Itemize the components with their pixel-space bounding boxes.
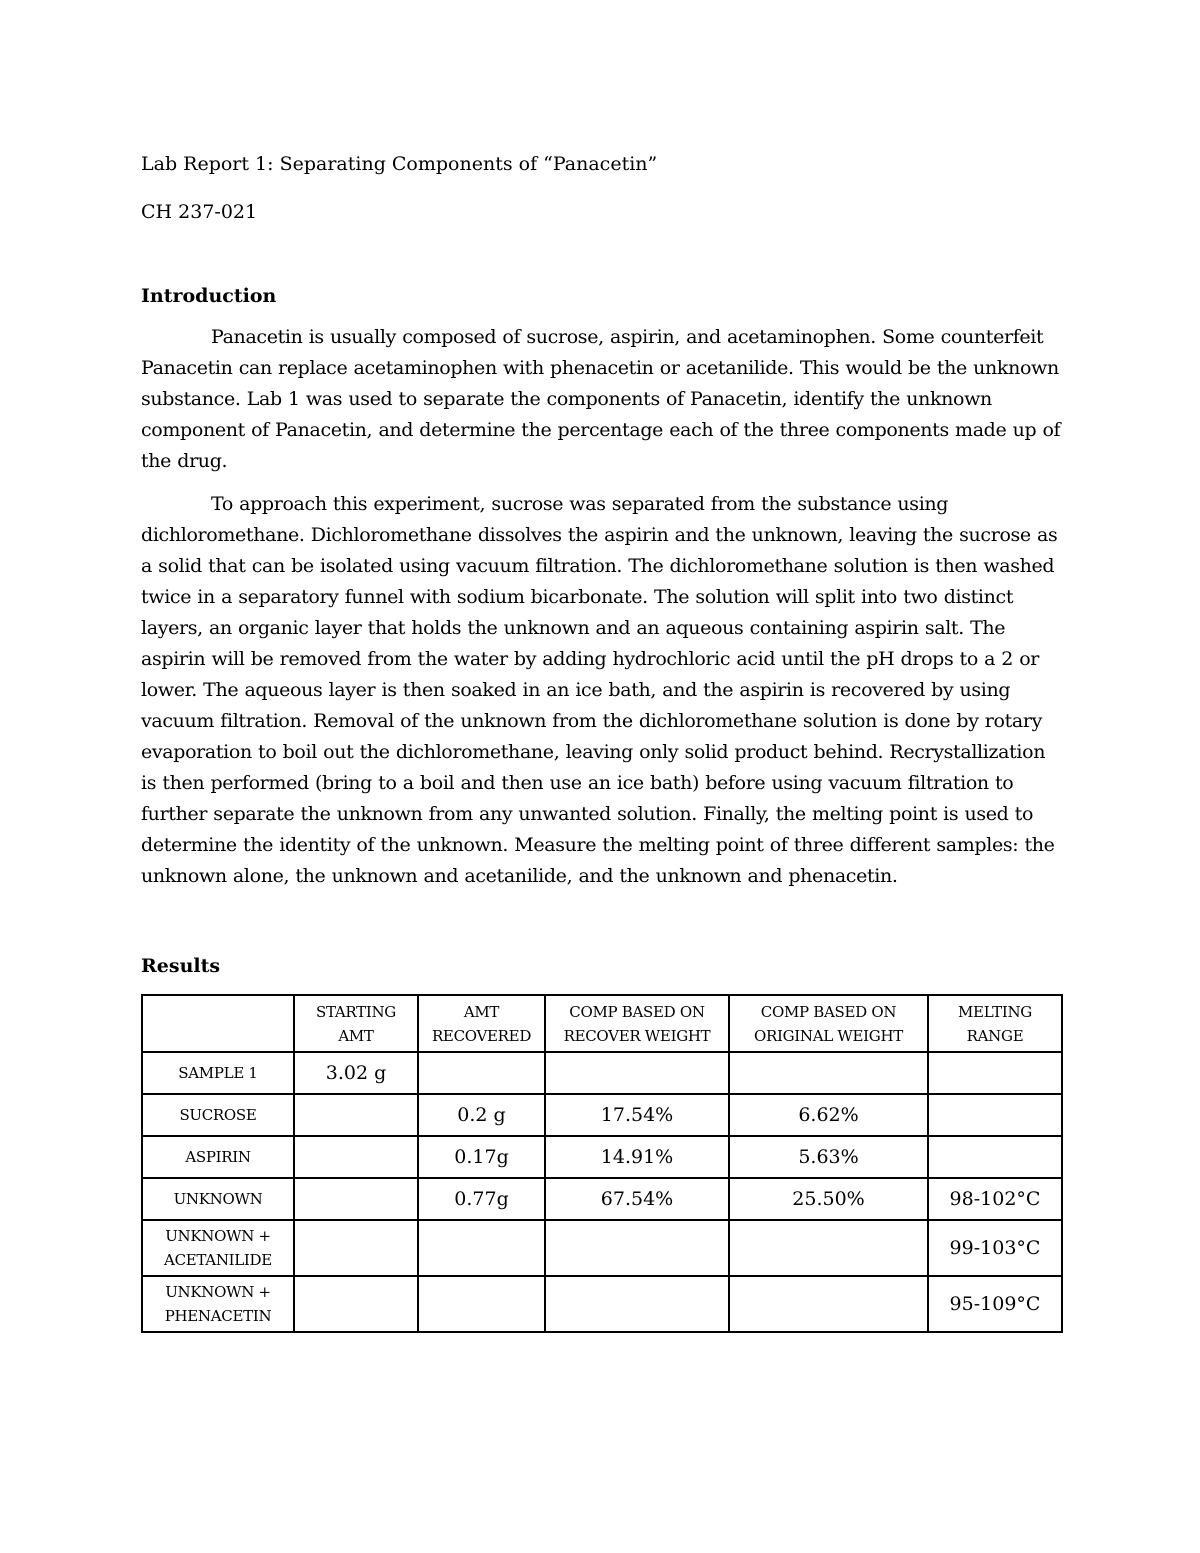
- header-comp-original-weight: COMP BASED ON ORIGINAL WEIGHT: [729, 995, 928, 1052]
- cell-amt-recovered: [418, 1276, 545, 1332]
- document-page: [141, 150, 1061, 1333]
- cell-starting-amt: [294, 1094, 418, 1136]
- row-label: UNKNOWN + ACETANILIDE: [142, 1220, 294, 1276]
- cell-comp-original-weight: [729, 1276, 928, 1332]
- introduction-paragraph-1: Panacetin is usually composed of sucrose, aspirin, and acetaminophen. Some counterfeit Panacetin can replace acetaminophen with phenacetin or acetanilide. This would be the unknown substance. Lab 1 was used to separate the components of Panacetin, identify the unknown component of Panacetin, and determine the percentage each of the three components made up of the drug.: [141, 326, 1061, 472]
- header-cell-empty: [142, 995, 294, 1052]
- row-label: SAMPLE 1: [142, 1052, 294, 1094]
- results-heading: Results: [141, 955, 221, 977]
- cell-amt-recovered: [418, 1052, 545, 1094]
- introduction-heading: Introduction: [141, 285, 277, 307]
- cell-melting-range: 98-102°C: [928, 1178, 1062, 1220]
- cell-amt-recovered: [418, 1220, 545, 1276]
- cell-starting-amt: [294, 1178, 418, 1220]
- cell-melting-range: 99-103°C: [928, 1220, 1062, 1276]
- course-code: CH 237-021: [141, 201, 258, 223]
- cell-amt-recovered: 0.77g: [418, 1178, 545, 1220]
- cell-comp-original-weight: [729, 1220, 928, 1276]
- table-row: [142, 1094, 1062, 1136]
- cell-melting-range: [928, 1136, 1062, 1178]
- cell-comp-recover-weight: 14.91%: [545, 1136, 729, 1178]
- table-row: [142, 1276, 1062, 1332]
- cell-comp-recover-weight: 67.54%: [545, 1178, 729, 1220]
- header-starting-amt: STARTING AMT: [294, 995, 418, 1052]
- cell-starting-amt: [294, 1136, 418, 1178]
- cell-melting-range: 95-109°C: [928, 1276, 1062, 1332]
- table-row: [142, 1136, 1062, 1178]
- table-header-row: [142, 995, 1062, 1052]
- cell-melting-range: [928, 1094, 1062, 1136]
- row-label: UNKNOWN + PHENACETIN: [142, 1276, 294, 1332]
- header-comp-recover-weight: COMP BASED ON RECOVER WEIGHT: [545, 995, 729, 1052]
- cell-starting-amt: [294, 1276, 418, 1332]
- cell-starting-amt: 3.02 g: [294, 1052, 418, 1094]
- header-amt-recovered: AMT RECOVERED: [418, 995, 545, 1052]
- cell-comp-recover-weight: [545, 1052, 729, 1094]
- cell-comp-recover-weight: 17.54%: [545, 1094, 729, 1136]
- table-row: [142, 1220, 1062, 1276]
- cell-comp-original-weight: 6.62%: [729, 1094, 928, 1136]
- document-title: Lab Report 1: Separating Components of “Panacetin”: [141, 153, 658, 175]
- row-label: SUCROSE: [142, 1094, 294, 1136]
- row-label: ASPIRIN: [142, 1136, 294, 1178]
- table-row: [142, 1178, 1062, 1220]
- cell-comp-recover-weight: [545, 1220, 729, 1276]
- cell-amt-recovered: 0.2 g: [418, 1094, 545, 1136]
- cell-amt-recovered: 0.17g: [418, 1136, 545, 1178]
- cell-comp-original-weight: 25.50%: [729, 1178, 928, 1220]
- cell-melting-range: [928, 1052, 1062, 1094]
- table-row: [142, 1052, 1062, 1094]
- cell-comp-recover-weight: [545, 1276, 729, 1332]
- row-label: UNKNOWN: [142, 1178, 294, 1220]
- results-table: [141, 994, 1063, 1333]
- cell-comp-original-weight: [729, 1052, 928, 1094]
- cell-comp-original-weight: 5.63%: [729, 1136, 928, 1178]
- cell-starting-amt: [294, 1220, 418, 1276]
- header-melting-range: MELTING RANGE: [928, 995, 1062, 1052]
- introduction-paragraph-2: To approach this experiment, sucrose was separated from the substance using dichloromethane. Dichloromethane dissolves the aspirin and the unknown, leaving the sucrose as a solid that can be isolated using vacuum filtration. The dichloromethane solution is then washed twice in a separatory funnel with sodium bicarbonate. The solution will split into two distinct layers, an organic layer that holds the unknown and an aqueous containing aspirin salt. The aspirin will be removed from the water by adding hydrochloric acid until the pH drops to a 2 or lower. The aqueous layer is then soaked in an ice bath, and the aspirin is recovered by using vacuum filtration. Removal of the unknown from the dichloromethane solution is done by rotary evaporation to boil out the dichloromethane, leaving only solid product behind. Recrystallization is then performed (bring to a boil and then use an ice bath) before using vacuum filtration to further separate the unknown from any unwanted solution. Finally, the melting point is used to determine the identity of the unknown. Measure the melting point of three different samples: the unknown alone, the unknown and acetanilide, and the unknown and phenacetin.: [141, 493, 1058, 887]
